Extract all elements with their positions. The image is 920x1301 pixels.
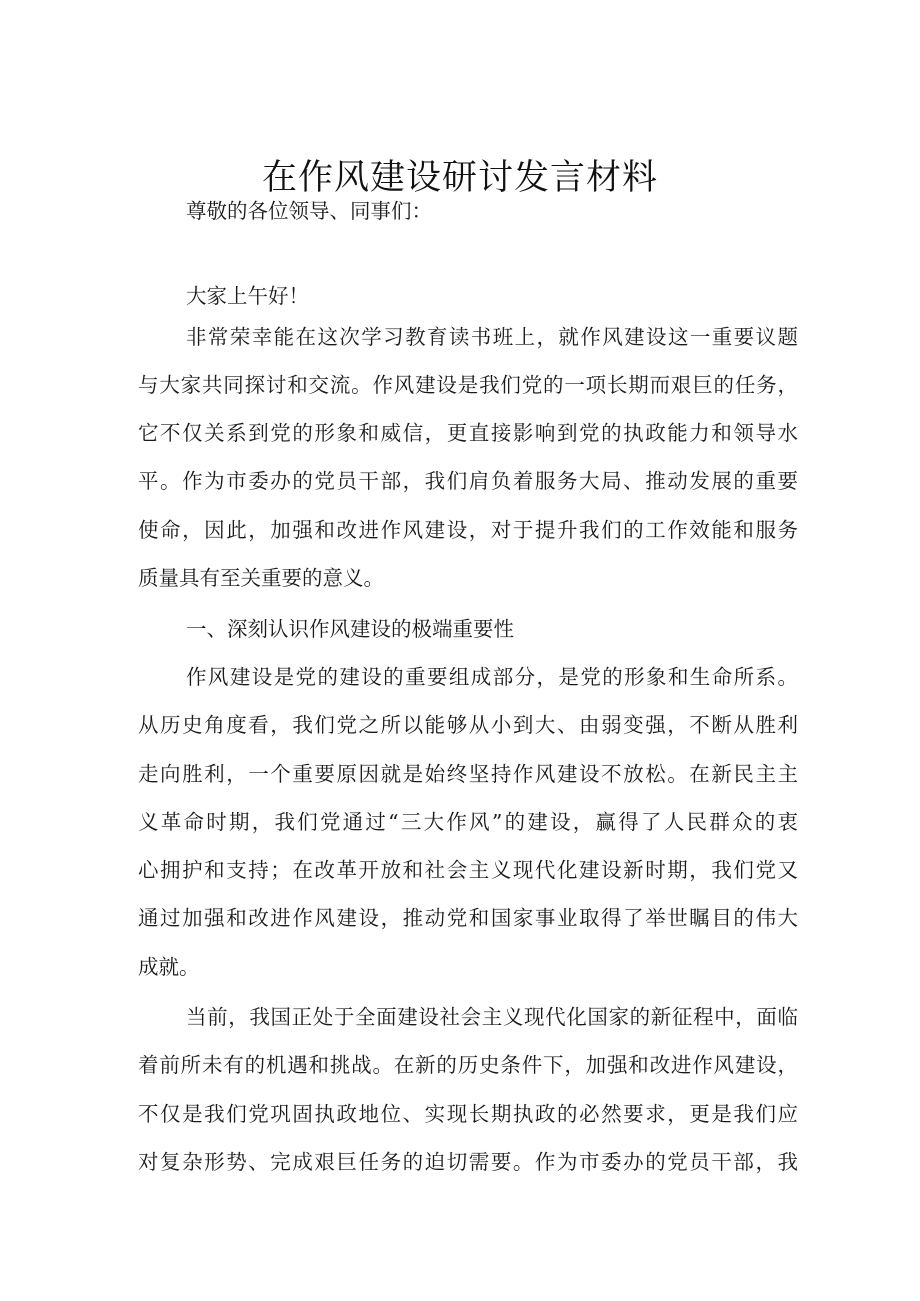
greeting: 大家上午好！	[186, 284, 309, 308]
body-line: 走向胜利，一个重要原因就是始终坚持作风建设不放松。在新民主主	[138, 762, 798, 786]
body-line: 非常荣幸能在这次学习教育读书班上，就作风建设这一重要议题	[186, 325, 798, 349]
body-line: 使命，因此，加强和改进作风建设，对于提升我们的工作效能和服务	[138, 518, 798, 542]
body-line: 心拥护和支持；在改革开放和社会主义现代化建设新时期，我们党又	[138, 858, 798, 882]
body-line: 当前，我国正处于全面建设社会主义现代化国家的新征程中，面临	[186, 1005, 798, 1029]
body-line: 着前所未有的机遇和挑战。在新的历史条件下，加强和改进作风建设，	[138, 1053, 798, 1077]
body-line: 通过加强和改进作风建设，推动党和国家事业取得了举世瞩目的伟大	[138, 906, 798, 930]
document-title: 在作风建设研讨发言材料	[261, 158, 658, 198]
body-line: 作风建设是党的建设的重要组成部分，是党的形象和生命所系。	[186, 665, 798, 689]
body-line: 对复杂形势、完成艰巨任务的迫切需要。作为市委办的党员干部，我	[138, 1150, 798, 1174]
body-line: 成就。	[138, 955, 200, 979]
body-line: 义革命时期，我们党通过“三大作风”的建设，赢得了人民群众的衷	[138, 810, 798, 834]
body-line: 它不仅关系到党的形象和威信，更直接影响到党的执政能力和领导水	[138, 421, 798, 445]
salutation: 尊敬的各位领导、同事们：	[186, 199, 432, 223]
body-line: 不仅是我们党巩固执政地位、实现长期执政的必然要求，更是我们应	[138, 1102, 798, 1126]
body-line: 从历史角度看，我们党之所以能够从小到大、由弱变强，不断从胜利	[138, 713, 798, 737]
section-heading: 一、深刻认识作风建设的极端重要性	[186, 617, 514, 641]
body-line: 与大家共同探讨和交流。作风建设是我们党的一项长期而艰巨的任务，	[138, 373, 798, 397]
body-line: 质量具有至关重要的意义。	[138, 566, 384, 590]
body-line: 平。作为市委办的党员干部，我们肩负着服务大局、推动发展的重要	[138, 469, 798, 493]
